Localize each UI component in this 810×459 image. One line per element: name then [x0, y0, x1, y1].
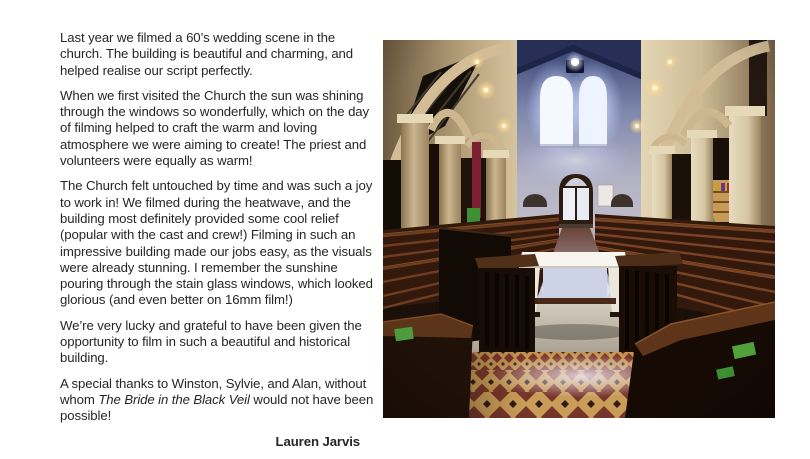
paragraph-3: The Church felt untouched by time and was such a joy to work in! We filmed during the heatwave, and the building most definitely provided some cool relief (popular with the cast and crew!) Filming in such an impressive building made our jobs easy, as the visuals were already stunning. I remember the sunshine pouring through the stain glass windows, which looked glorious (and even better on 16mm film!)	[60, 178, 373, 308]
film-title: The Bride in the Black Veil	[98, 391, 250, 407]
thanks-text-after: would not have been possible!	[60, 391, 374, 424]
testimonial-text	[60, 30, 374, 459]
thanks-text-before: A special thanks to Winston, Sylvie, and Alan, without whom	[60, 375, 367, 407]
signature: Lauren Jarvis	[275, 433, 360, 449]
church-interior-photo	[383, 40, 775, 418]
paragraph-1: Last year we filmed a 60’s wedding scene in the church. The building is beautiful and charming, and helped realise our script perfectly.	[60, 30, 354, 78]
paragraph-thanks	[60, 376, 374, 425]
paragraph-4: We’re very lucky and grateful to have been given the opportunity to film in such a beautiful and historical building.	[60, 317, 362, 366]
paragraph-2: When we first visited the Church the sun was shining through the windows so wonderfully, which on the day of filming helped to craft the warm and loving atmosphere we were aiming to create! The priest and volunteers were equally as warm!	[60, 87, 370, 169]
church-photo-illustration	[383, 40, 775, 418]
